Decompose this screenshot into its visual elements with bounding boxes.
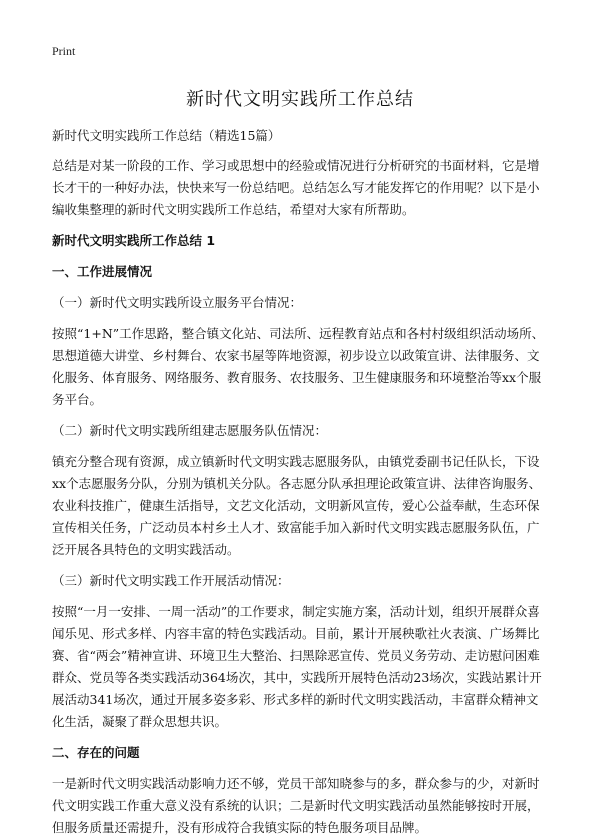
paragraph-activities: 按照“一月一安排、一周一活动”的工作要求，制定实施方案，活动计划，组织开展群众喜闻乐见、形式多样、内容丰富的特色实践活动。目前，累计开展秧歌社火表演、广场舞比赛、省“两会”精神宣讲、环境卫生大整治、扫黑除恶宣传、党员义务劳动、走访慰问困难群众、党员等各类实践活动364场次，其中，实践所开展特色活动23场次，实践站累计开展活动341场次，通过开展多姿多彩、形式多样的新时代文明实践活动，丰富群众精神文化生活，凝聚了群众思想共识。 xyxy=(52,604,542,729)
subsection-heading-platform: （一）新时代文明实践所设立服务平台情况： xyxy=(52,295,303,310)
document-subtitle: 新时代文明实践所工作总结（精选15篇） xyxy=(52,128,281,143)
article-heading: 新时代文明实践所工作总结 1 xyxy=(52,233,216,248)
paragraph-platform: 按照“1+N”工作思路，整合镇文化站、司法所、远程教育站点和各村村级组织活动场所、思想道德大讲堂、乡村舞台、农家书屋等阵地资源，初步设立以政策宣讲、法律服务、文化服务、体育服务、网络服务、教育服务、农技服务、卫生健康服务和环境整治等xx个服务平台。 xyxy=(52,326,545,407)
subsection-heading-volunteers: （二）新时代文明实践所组建志愿服务队伍情况： xyxy=(52,423,328,438)
document-title: 新时代文明实践所工作总结 xyxy=(186,89,414,110)
intro-paragraph: 总结是对某一阶段的工作、学习或思想中的经验或情况进行分析研究的书面材料，它是增长才干的一种好办法，快快来写一份总结吧。总结怎么写才能发挥它的作用呢？以下是小编收集整理的新时代文明实践所工作总结，希望对大家有所帮助。 xyxy=(52,158,540,217)
subsection-heading-activities: （三）新时代文明实践工作开展活动情况： xyxy=(52,573,290,588)
paragraph-problems: 一是新时代文明实践活动影响力还不够，党员干部知晓参与的多，群众参与的少，对新时代文明实践工作重大意义没有系统的认识；二是新时代文明实践活动虽然能够按时开展，但服务质量还需提升，没有形成符合我镇实际的特色服务项目品牌。 xyxy=(52,776,540,835)
paragraph-volunteers: 镇充分整合现有资源，成立镇新时代文明实践志愿服务队，由镇党委副书记任队长，下设xx个志愿服务分队，分别为镇机关分队。各志愿分队承担理论政策宣讲、法律咨询服务、农业科技推广，健康生活指导，文艺文化活动，文明新风宣传，爱心公益奉献，生态环保宣传相关任务，广泛动员本村乡土人才、致富能手加入新时代文明实践志愿服务队伍，广泛开展各具特色的文明实践活动。 xyxy=(52,454,542,557)
section-heading-problems: 二、存在的问题 xyxy=(52,745,140,760)
section-heading-progress: 一、工作进展情况 xyxy=(52,264,153,279)
print-link[interactable]: Print xyxy=(52,44,76,58)
